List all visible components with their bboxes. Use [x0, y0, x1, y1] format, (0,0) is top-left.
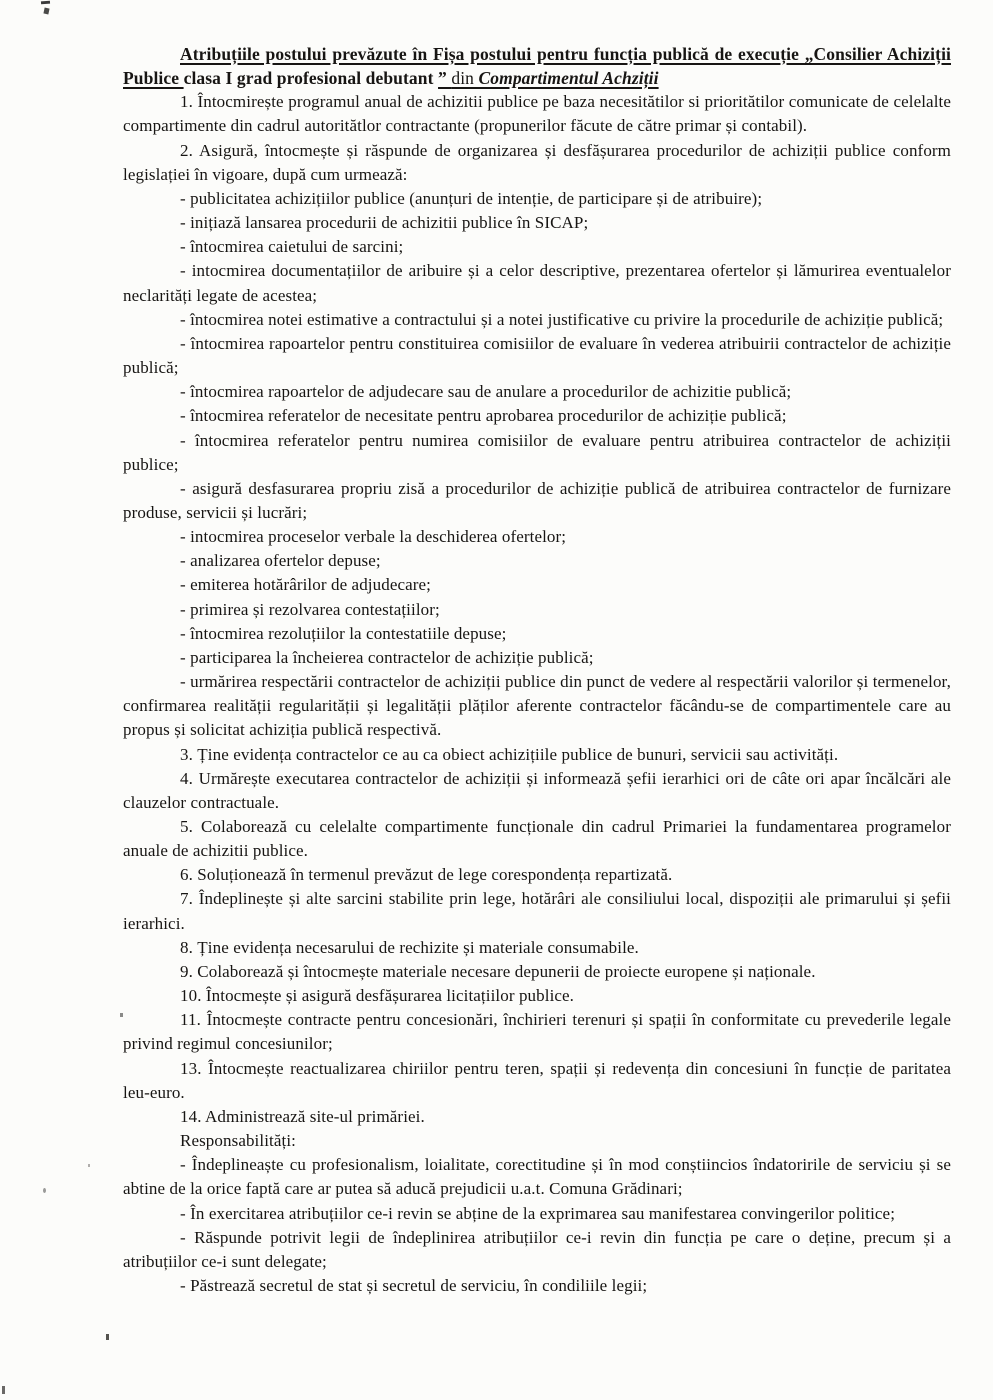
scan-artifact	[106, 1334, 109, 1340]
paragraph: - întocmirea referatelor pentru numirea comisiilor de evaluare pentru atribuirea contractelor de achiziții publice;	[123, 430, 951, 474]
paragraph-list	[123, 90, 951, 1298]
paragraph: - întocmirea rezoluțiilor la contestatiile depuse;	[180, 623, 507, 643]
document-body	[123, 42, 951, 1298]
scan-artifact	[88, 1164, 90, 1167]
paragraph: 2. Asigură, întocmește și răspunde de organizarea și desfășurarea procedurilor de achiziții publice conform legislației în vigoare, după cum urmează:	[123, 140, 951, 184]
paragraph: 9. Colaborează și întocmește materiale necesare depunerii de proiecte europene și naționale.	[180, 961, 816, 981]
document-title	[123, 42, 951, 90]
title-segment-department: Compartimentul Achziții	[478, 68, 659, 89]
title-segment-quote: ”	[438, 68, 452, 89]
paragraph: - publicitatea achizițiilor publice (anunțuri de intenție, de participare și de atribuire);	[180, 188, 763, 208]
paragraph: 4. Urmărește executarea contractelor de achiziții și informează șefii ierarhici ori de câte ori apar încălcări ale clauzelor contractuale.	[123, 768, 951, 812]
title-segment-plain-bold: clasa I grad profesional debutant	[183, 68, 439, 89]
scan-artifact	[43, 1188, 46, 1193]
paragraph: - inițiază lansarea procedurii de achizitii publice în SICAP;	[180, 213, 589, 233]
scan-artifact	[43, 8, 49, 15]
paragraph: - În exercitarea atribuțiilor ce-i revin se abține de la exprimarea sau manifestarea convingerilor politice;	[180, 1203, 896, 1223]
scan-artifact	[41, 1, 50, 5]
paragraph: - intocmirea proceselor verbale la deschiderea ofertelor;	[180, 527, 567, 547]
paragraph: - analizarea ofertelor depuse;	[180, 551, 381, 571]
paragraph: - participarea la încheierea contractelor de achiziție publică;	[180, 647, 594, 667]
paragraph: - primirea și rezolvarea contestațiilor;	[180, 599, 440, 619]
scan-artifact	[2, 1386, 5, 1394]
paragraph: 13. Întocmește reactualizarea chiriilor pentru teren, spații și redevența din concesiuni în funcție de paritatea leu-euro.	[123, 1058, 951, 1102]
paragraph: - Păstrează secretul de stat și secretul de serviciu, în condiliile legii;	[180, 1275, 648, 1295]
paragraph: - întocmirea rapoartelor de adjudecare sau de anulare a procedurilor de achizitie publică;	[180, 382, 792, 402]
paragraph: 1. Întocmirește programul anual de achizitii publice pe baza necesitătilor si prioritătilor comunicate de celelalte compartimente din cadrul autoritătlor contractante (propunerilor făcute de către primar și contabil).	[123, 92, 951, 136]
title-segment-din: din	[451, 68, 479, 89]
paragraph: - Răspunde potrivit legii de îndeplinirea atribuțiilor ce-i revin din funcția pe care o deține, precum și a atribuțiilor ce-i sunt delegate;	[123, 1227, 951, 1271]
paragraph: - întocmirea notei estimative a contractului și a notei justificative cu privire la procedurile de achiziție publică;	[180, 309, 944, 329]
paragraph: 6. Soluționează în termenul prevăzut de lege corespondența repartizată.	[180, 865, 673, 885]
paragraph: 3. Ține evidența contractelor ce au ca obiect achizițiile publice de bunuri, servicii sau activități.	[180, 744, 839, 764]
paragraph: 5. Colaborează cu celelalte compartimente funcționale din cadrul Primariei la fundamentarea programelor anuale de achizitii publice.	[123, 817, 951, 861]
paragraph: - urmărirea respectării contractelor de achiziții publice din punct de vedere al respectării valorilor și termenelor, confirmarea realității regularității și legalității plăților aferente contractelor făcându-se de compartimentele care au propus și solicitat achiziția publică respectivă.	[123, 672, 951, 740]
paragraph: 7. Îndeplinește și alte sarcini stabilite prin lege, hotărâri ale consiliului local, dispoziții ale primarului și șefii ierarhici.	[123, 889, 951, 933]
paragraph: 14. Administrează site-ul primăriei.	[180, 1106, 425, 1126]
paragraph: - întocmirea rapoartelor pentru constituirea comisiilor de evaluare în vederea atribuirii contractelor de achiziție publică;	[123, 333, 951, 378]
paragraph: 8. Ține evidența necesarului de rechizite și materiale consumabile.	[180, 937, 639, 957]
paragraph: 11. Întocmește contracte pentru concesionări, închirieri terenuri și spații în conformitate cu prevederile legale privind regimul concesiunilor;	[123, 1010, 951, 1054]
paragraph: - întocmirea caietului de sarcini;	[180, 237, 404, 257]
paragraph: 10. Întocmește și asigură desfășurarea licitațiilor publice.	[180, 986, 575, 1006]
paragraph: - intocmirea documentațiilor de aribuire și a celor descriptive, prezentarea ofertelor și lămurirea eventualelor neclarități legate de acestea;	[123, 261, 951, 305]
title-segment-underlined: Atribuțiile postului prevăzute în Fișa postului pentru funcția publică de execuție „Consilier Achiziții Publice	[123, 44, 951, 89]
paragraph: Responsabilități:	[180, 1131, 296, 1151]
paragraph: - întocmirea referatelor de necesitate pentru aprobarea procedurilor de achiziție publică;	[180, 406, 787, 426]
paragraph: - Îndeplineaște cu profesionalism, loialitate, corectitudine și în mod conștiincios îndatoririle de serviciu și se abtine de la orice faptă care ar putea să aducă prejudicii u.a.t. Comuna Grădinari;	[123, 1155, 951, 1199]
paragraph: - asigură desfasurarea propriu zisă a procedurilor de achiziție publică de atribuirea contractelor de furnizare produse, servicii și lucrări;	[123, 478, 951, 522]
paragraph: - emiterea hotărârilor de adjudecare;	[180, 575, 431, 595]
